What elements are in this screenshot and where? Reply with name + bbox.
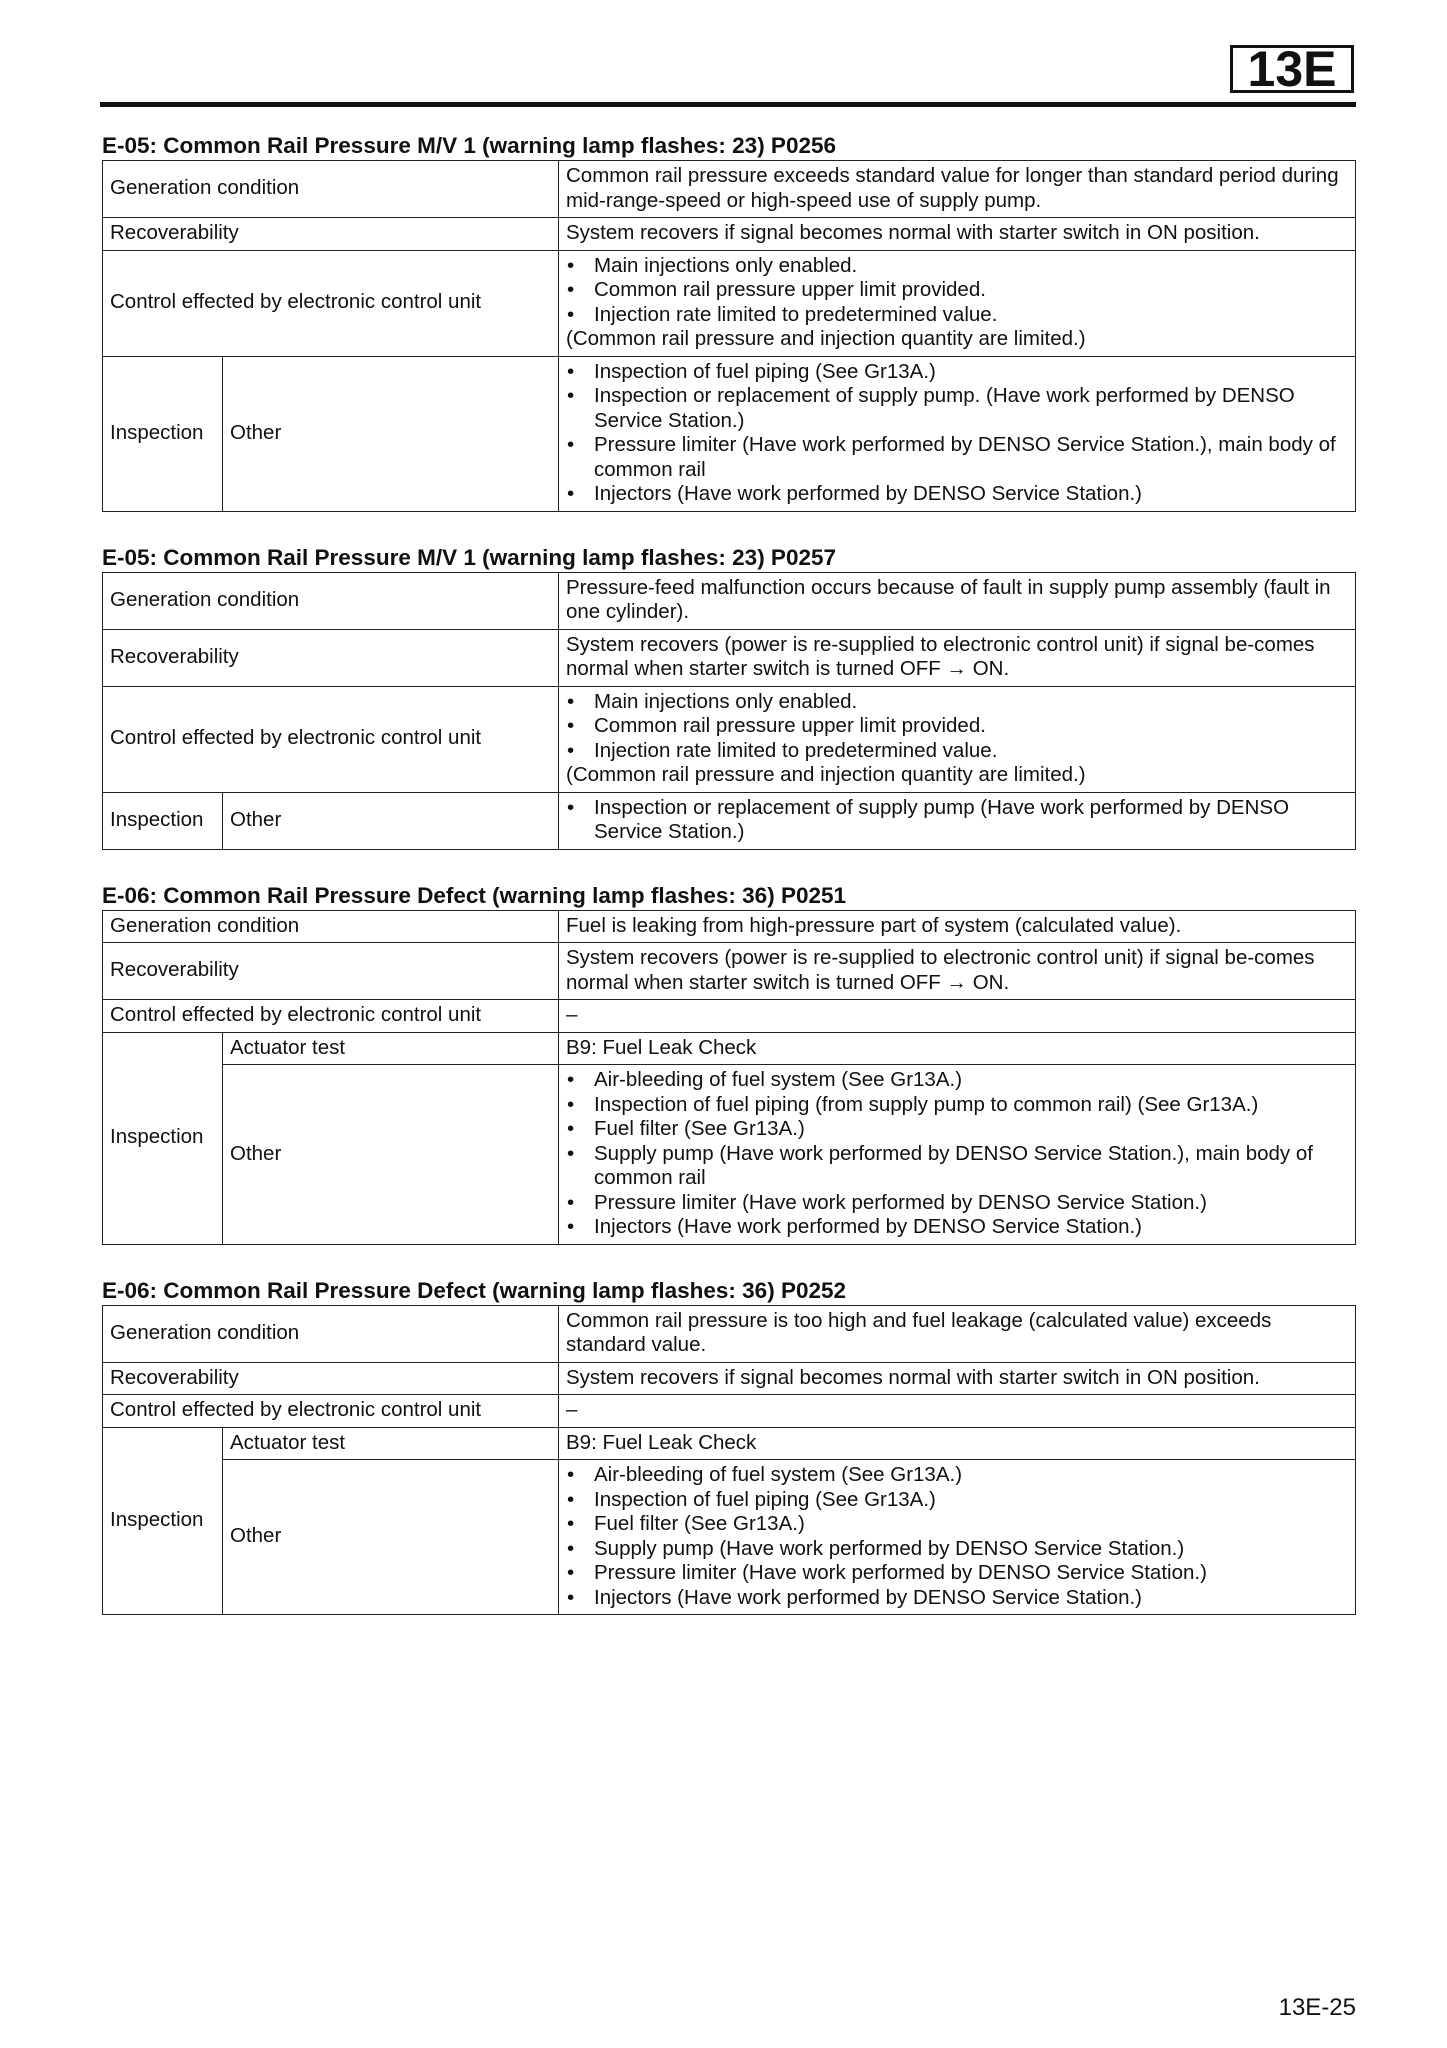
list-item: • Fuel filter (See Gr13A.) (566, 1117, 1348, 1142)
section-title: E-06: Common Rail Pressure Defect (warning lamp flashes: 36) P0252 (102, 1277, 847, 1303)
row-inspection-other (103, 792, 1356, 849)
control-label: Control effected by electronic control unit (103, 686, 559, 792)
inspection-other-value (559, 792, 1356, 849)
recoverability-value: System recovers (power is re-supplied to electronic control unit) if signal be-comes normal when starter switch is turned OFF → ON. (559, 629, 1356, 686)
list-item: • Injection rate limited to predetermined value. (566, 303, 1348, 328)
control-value (559, 250, 1356, 356)
actuator-test-label: Actuator test (223, 1032, 559, 1065)
inspection-label: Inspection (103, 792, 223, 849)
list-item: • Injectors (Have work performed by DENSO Service Station.) (566, 482, 1348, 507)
generation-label: Generation condition (103, 161, 559, 218)
inspection-list (566, 360, 1348, 507)
inspection-other-value (559, 356, 1356, 511)
control-label: Control effected by electronic control unit (103, 1395, 559, 1428)
control-label: Control effected by electronic control unit (103, 250, 559, 356)
dtc-table-p0256 (102, 160, 1356, 512)
recoverability-label: Recoverability (103, 629, 559, 686)
generation-value: Common rail pressure is too high and fuel leakage (calculated value) exceeds standard value. (559, 1305, 1356, 1362)
list-item: • Inspection or replacement of supply pump (Have work performed by DENSO Service Station.) (566, 796, 1348, 845)
inspection-list (566, 796, 1348, 845)
recoverability-value: System recovers (power is re-supplied to electronic control unit) if signal be-comes normal when starter switch is turned OFF → ON. (559, 943, 1356, 1000)
list-item: • Supply pump (Have work performed by DENSO Service Station.), main body of common rail (566, 1142, 1348, 1191)
list-item: • Air-bleeding of fuel system (See Gr13A.) (566, 1463, 1348, 1488)
list-item: • Pressure limiter (Have work performed by DENSO Service Station.), main body of common rail (566, 433, 1348, 482)
list-item: • Injectors (Have work performed by DENSO Service Station.) (566, 1215, 1348, 1240)
row-actuator-test (103, 1427, 1356, 1460)
generation-label: Generation condition (103, 572, 559, 629)
recoverability-label: Recoverability (103, 1362, 559, 1395)
row-recoverability (103, 629, 1356, 686)
recoverability-label: Recoverability (103, 218, 559, 251)
recoverability-value: System recovers if signal becomes normal with starter switch in ON position. (559, 218, 1356, 251)
control-value (559, 686, 1356, 792)
generation-value: Fuel is leaking from high-pressure part of system (calculated value). (559, 910, 1356, 943)
list-item: • Pressure limiter (Have work performed by DENSO Service Station.) (566, 1561, 1348, 1586)
actuator-test-label: Actuator test (223, 1427, 559, 1460)
row-recoverability (103, 943, 1356, 1000)
other-label: Other (223, 356, 559, 511)
row-control (103, 1000, 1356, 1033)
list-item: • Inspection or replacement of supply pump. (Have work performed by DENSO Service Station.) (566, 384, 1348, 433)
row-recoverability (103, 218, 1356, 251)
inspection-other-value (559, 1460, 1356, 1615)
inspection-list (566, 1463, 1348, 1610)
row-actuator-test (103, 1032, 1356, 1065)
row-generation (103, 161, 1356, 218)
control-value: – (559, 1395, 1356, 1428)
section-title: E-06: Common Rail Pressure Defect (warning lamp flashes: 36) P0251 (102, 882, 847, 908)
list-item: • Inspection of fuel piping (from supply pump to common rail) (See Gr13A.) (566, 1093, 1348, 1118)
list-item: • Common rail pressure upper limit provided. (566, 714, 1348, 739)
list-item: • Injectors (Have work performed by DENSO Service Station.) (566, 1586, 1348, 1611)
list-item: • Air-bleeding of fuel system (See Gr13A.) (566, 1068, 1348, 1093)
row-inspection-other (103, 1065, 1356, 1245)
row-inspection-other (103, 356, 1356, 511)
inspection-label: Inspection (103, 1427, 223, 1615)
control-list (566, 254, 1348, 328)
actuator-test-value: B9: Fuel Leak Check (559, 1032, 1356, 1065)
dtc-table-p0257 (102, 572, 1356, 850)
control-list (566, 690, 1348, 764)
section-title: E-05: Common Rail Pressure M/V 1 (warning lamp flashes: 23) P0256 (102, 133, 836, 158)
recoverability-label: Recoverability (103, 943, 559, 1000)
row-control (103, 1395, 1356, 1428)
row-recoverability (103, 1362, 1356, 1395)
control-value: – (559, 1000, 1356, 1033)
row-inspection-other (103, 1460, 1356, 1615)
list-item: • Inspection of fuel piping (See Gr13A.) (566, 1488, 1348, 1513)
inspection-list (566, 1068, 1348, 1240)
list-item: • Main injections only enabled. (566, 254, 1348, 279)
list-item: • Main injections only enabled. (566, 690, 1348, 715)
row-generation (103, 910, 1356, 943)
inspection-label: Inspection (103, 356, 223, 511)
list-item: • Injection rate limited to predetermined value. (566, 739, 1348, 764)
actuator-test-value: B9: Fuel Leak Check (559, 1427, 1356, 1460)
dtc-table-p0252 (102, 1305, 1356, 1616)
other-label: Other (223, 1065, 559, 1245)
control-note: (Common rail pressure and injection quantity are limited.) (566, 327, 1086, 350)
other-label: Other (223, 1460, 559, 1615)
list-item: • Pressure limiter (Have work performed by DENSO Service Station.) (566, 1191, 1348, 1216)
generation-label: Generation condition (103, 1305, 559, 1362)
dtc-table-p0251 (102, 910, 1356, 1245)
list-item: • Inspection of fuel piping (See Gr13A.) (566, 360, 1348, 385)
other-label: Other (223, 792, 559, 849)
row-control (103, 250, 1356, 356)
list-item: • Fuel filter (See Gr13A.) (566, 1512, 1348, 1537)
control-note: (Common rail pressure and injection quantity are limited.) (566, 763, 1086, 786)
chapter-label: 13E (1230, 45, 1354, 93)
recoverability-value: System recovers if signal becomes normal with starter switch in ON position. (559, 1362, 1356, 1395)
list-item: • Common rail pressure upper limit provided. (566, 278, 1348, 303)
inspection-other-value (559, 1065, 1356, 1245)
control-label: Control effected by electronic control unit (103, 1000, 559, 1033)
generation-label: Generation condition (103, 910, 559, 943)
header-rule (100, 102, 1356, 107)
row-generation (103, 1305, 1356, 1362)
page-content (102, 132, 1356, 1647)
list-item: • Supply pump (Have work performed by DENSO Service Station.) (566, 1537, 1348, 1562)
row-control (103, 686, 1356, 792)
inspection-label: Inspection (103, 1032, 223, 1244)
row-generation (103, 572, 1356, 629)
generation-value: Pressure-feed malfunction occurs because of fault in supply pump assembly (fault in one cylinder). (559, 572, 1356, 629)
section-title: E-05: Common Rail Pressure M/V 1 (warning lamp flashes: 23) P0257 (102, 544, 836, 570)
generation-value: Common rail pressure exceeds standard value for longer than standard period during mid-range-speed or high-speed use of supply pump. (559, 161, 1356, 218)
page-number: 13E-25 (1278, 1994, 1356, 2021)
